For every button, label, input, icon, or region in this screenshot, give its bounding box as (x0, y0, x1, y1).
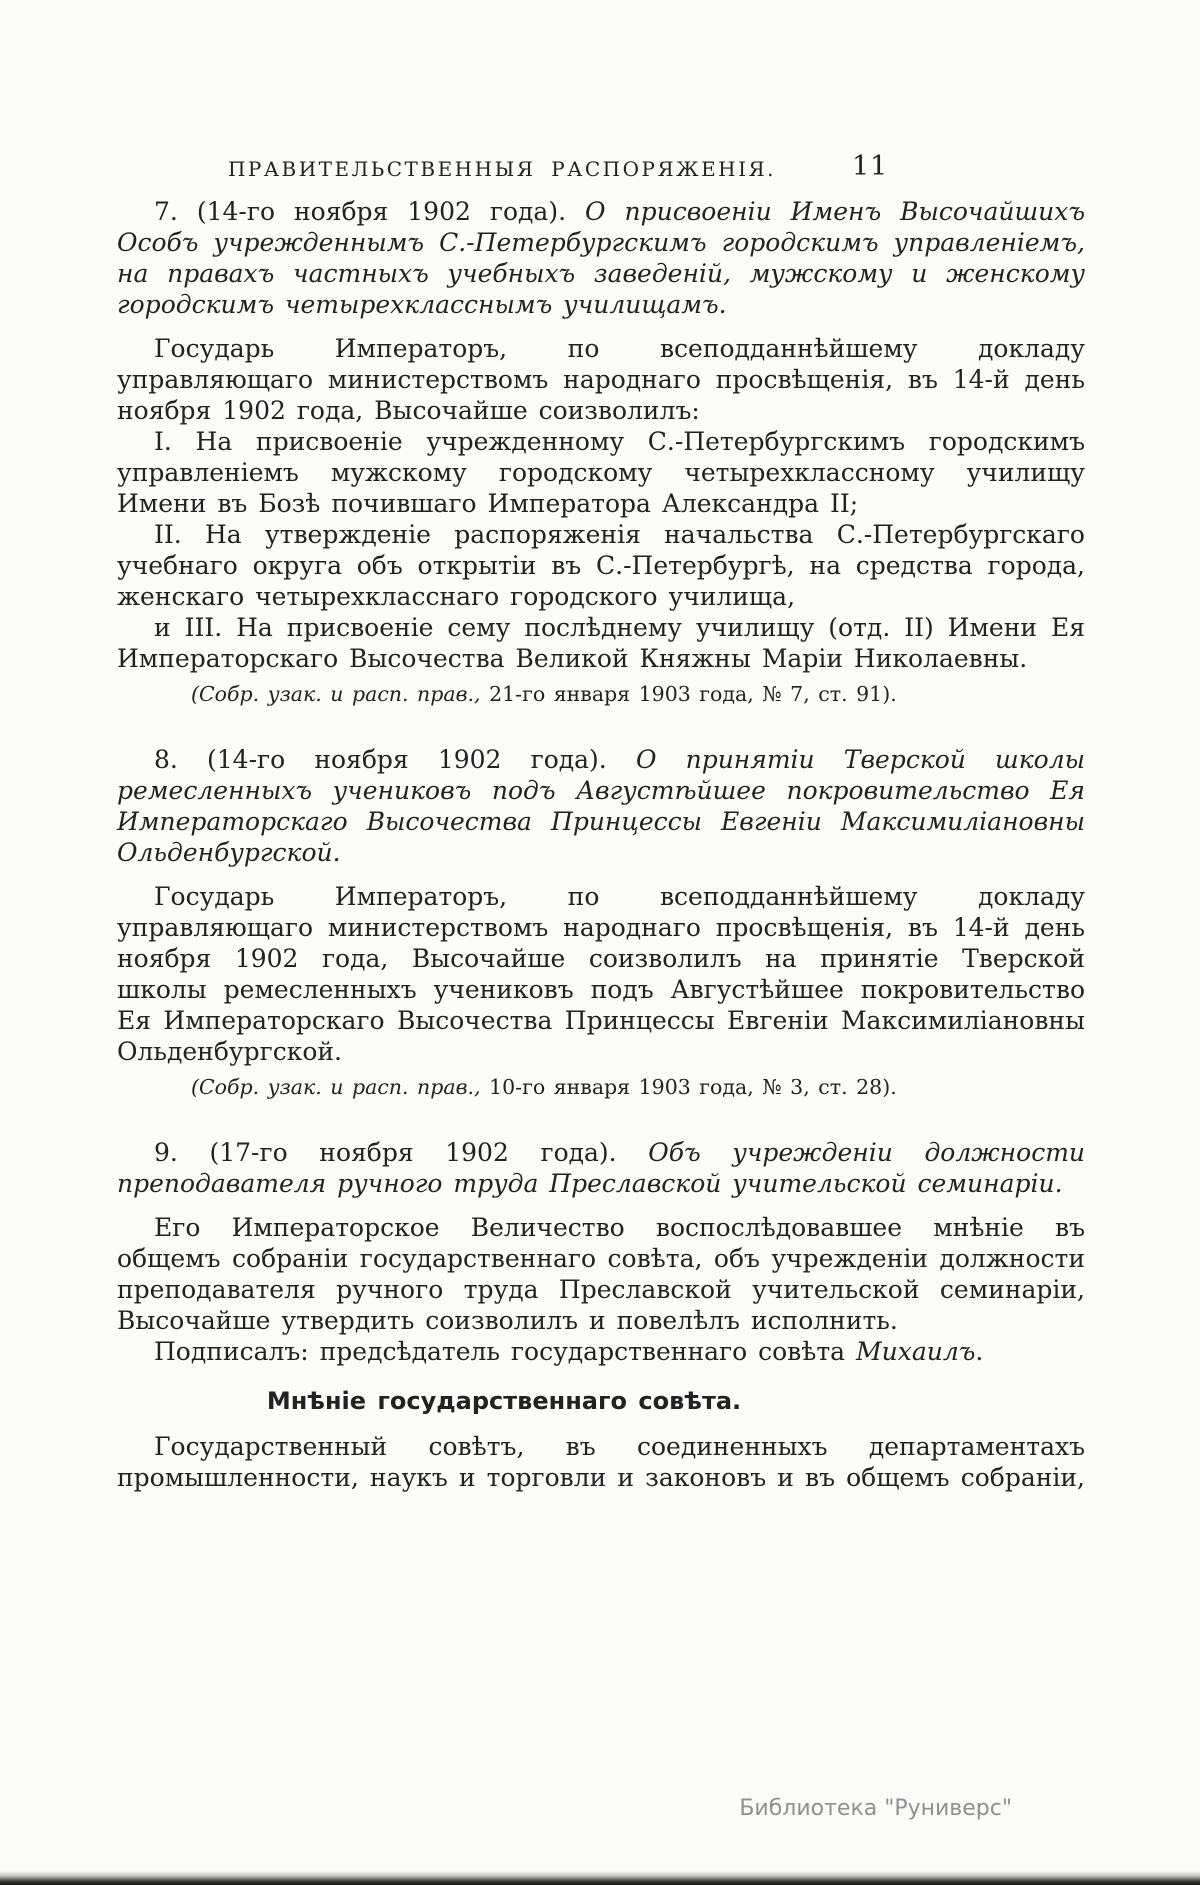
page-content (117, 196, 1085, 1493)
entry-7-number-date: 7. (14-го ноября 1902 года). (154, 197, 567, 226)
entry-7-citation-details: 21-го января 1903 года, № 7, ст. 91). (480, 682, 897, 706)
entry-9-heading (117, 1137, 1085, 1199)
entry-7-item-2: II. На утвержденіе распоряженія начальства С.-Петербургскаго учебнаго округа объ открытіи въ С.-Петербургѣ, на средства города, женскаго четырехкласснаго городского училища, (117, 520, 1085, 611)
entry-8-number-date: 8. (14-го ноября 1902 года). (154, 745, 607, 774)
entry-7-item-1: I. На присвоеніе учрежденному С.-Петербургскимъ городскимъ управленіемъ мужскому городскому четырехклассному училищу Имени въ Бозѣ почившаго Императора Александра II; (117, 427, 1085, 518)
entry-7-title: О присвоеніи Именъ Высочайшихъ Особъ учрежденнымъ С.-Петербургскимъ городскимъ управленіемъ, на правахъ частныхъ учебныхъ заведеній, мужскому и женскому городскимъ четырехкласснымъ училищамъ. (117, 197, 1085, 319)
signature-lead: Подписалъ: предсѣдатель государственнаго совѣта (154, 1337, 846, 1366)
entry-9-signature-line (117, 1336, 1085, 1367)
scan-bottom-edge (0, 1871, 1200, 1885)
page-header (117, 153, 1085, 193)
entry-7-citation-source: (Собр. узак. и расп. прав., (191, 682, 481, 706)
library-watermark: Библиотека "Руниверс" (739, 1796, 1012, 1821)
entry-7 (117, 196, 1085, 708)
entry-7-item-3: и III. На присвоеніе сему послѣднему училищу (отд. II) Имени Ея Императорскаго Высочества Великой Княжны Маріи Николаевны. (117, 613, 1085, 673)
entry-7-heading (117, 196, 1085, 320)
entry-9-number-date: 9. (17-го ноября 1902 года). (154, 1138, 617, 1167)
entry-9-continuation-paragraph: Государственный совѣтъ, въ соединенныхъ департаментахъ промышленности, наукъ и торговли и законовъ и въ общемъ собраніи, (117, 1432, 1085, 1492)
entry-9-body-paragraph: Его Императорское Величество воспослѣдовавшее мнѣніе въ общемъ собраніи государственнаго совѣта, объ учрежденіи должности преподавателя ручного труда Преславской учительской семинаріи, Высочайше утвердить соизволилъ и повелѣлъ исполнить. (117, 1213, 1085, 1335)
entry-8-citation (117, 1074, 1085, 1101)
entry-8-citation-source: (Собр. узак. и расп. прав., (191, 1075, 481, 1099)
entry-9-title: Объ учрежденіи должности преподавателя ручного труда Преславской учительской семинаріи. (117, 1138, 1085, 1198)
entry-8-title: О принятіи Тверской школы ремесленныхъ учениковъ подъ Августѣйшее покровительство Ея Императорскаго Высочества Принцессы Евгеніи Максимиліановны Ольденбургской. (117, 745, 1086, 867)
signature-period: . (975, 1337, 984, 1366)
page-number: 11 (852, 151, 889, 182)
entry-7-body-paragraph: Государь Императоръ, по всеподданнѣйшему докладу управляющаго министерствомъ народнаго просвѣщенія, въ 14-й день ноября 1902 года, Высочайше соизволилъ: (117, 334, 1085, 425)
entry-8-body-paragraph: Государь Императоръ, по всеподданнѣйшему докладу управляющаго министерствомъ народнаго просвѣщенія, въ 14-й день ноября 1902 года, Высочайше соизволилъ на принятіе Тверской школы ремесленныхъ учениковъ подъ Августѣйшее покровительство Ея Императорскаго Высочества Принцессы Евгеніи Максимиліановны Ольденбургской. (117, 882, 1085, 1066)
running-title: ПРАВИТЕЛЬСТВЕННЫЯ РАСПОРЯЖЕНІЯ. (227, 157, 777, 181)
entry-8-heading (117, 744, 1085, 868)
entry-8 (117, 744, 1085, 1101)
entry-8-citation-details: 10-го января 1903 года, № 3, ст. 28). (480, 1075, 897, 1099)
signature-name: Михаилъ (856, 1337, 976, 1366)
entry-9 (117, 1137, 1085, 1493)
entry-7-citation (117, 681, 1085, 708)
state-council-opinion-heading: Мнѣніе государственнаго совѣта. (266, 1387, 742, 1415)
